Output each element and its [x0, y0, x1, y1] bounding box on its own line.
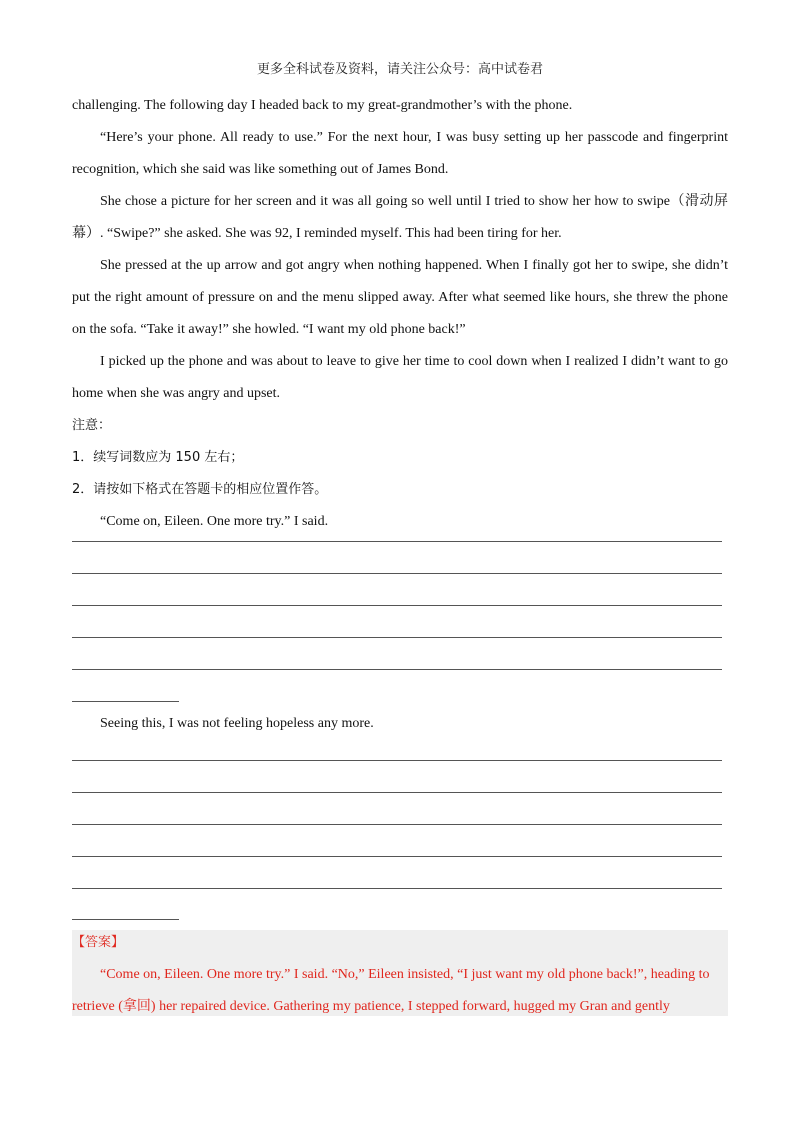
passage	[72, 90, 728, 538]
passage-paragraph-2: “Here’s your phone. All ready to use.” For the next hour, I was busy setting up her passcode and fingerprint recognition, which she said was like something out of James Bond.	[72, 130, 728, 177]
answer-line-1: “Come on, Eileen. One more try.” I said. “No,” Eileen insisted, “I just want my old phone back!”, heading to	[100, 967, 710, 982]
writing-line-short	[72, 919, 179, 920]
passage-paragraph-4: She pressed at the up arrow and got angry when nothing happened. When I finally got her to swipe, she didn’t put the right amount of pressure on and the menu slipped away. After what seemed like hours, she threw the phone on the sofa. “Take it away!” she howled. “I want my old phone back!”	[72, 258, 728, 337]
continuation-prompt-1: “Come on, Eileen. One more try.” I said.	[100, 514, 329, 529]
writing-line	[72, 856, 722, 857]
writing-line-short	[72, 701, 179, 702]
writing-line	[72, 888, 722, 889]
writing-line	[72, 573, 722, 574]
passage-paragraph-5: I picked up the phone and was about to leave to give her time to cool down when I realized I didn’t want to go home when she was angry and upset.	[72, 354, 728, 401]
page-header: 更多全科试卷及资料，请关注公众号：高中试卷君	[256, 62, 543, 77]
notes-item-1: 1．续写词数应为 150 左右；	[72, 450, 244, 465]
continuation-prompt-2: Seeing this, I was not feeling hopeless any more.	[100, 716, 374, 731]
writing-line	[72, 605, 722, 606]
passage-paragraph-1: challenging. The following day I headed back to my great-grandmother’s with the phone.	[72, 98, 573, 113]
writing-line	[72, 637, 722, 638]
answer-line-2: retrieve (拿回) her repaired device. Gathering my patience, I stepped forward, hugged my Gran and gently	[72, 999, 670, 1014]
writing-line	[72, 760, 722, 761]
answer-section	[72, 927, 728, 1023]
writing-line	[72, 792, 722, 793]
writing-line	[72, 824, 722, 825]
continuation-section-2	[72, 708, 728, 740]
answer-label: 【答案】	[72, 935, 125, 950]
writing-line	[72, 669, 722, 670]
notes-item-2: 2．请按如下格式在答题卡的相应位置作答。	[72, 482, 328, 497]
writing-line	[72, 541, 722, 542]
notes-title: 注意：	[72, 418, 112, 433]
passage-paragraph-3: She chose a picture for her screen and it was all going so well until I tried to show her how to swipe（滑动屏幕）. “Swipe?” she asked. She was 92, I reminded myself. This had been tiring for her.	[72, 194, 728, 241]
